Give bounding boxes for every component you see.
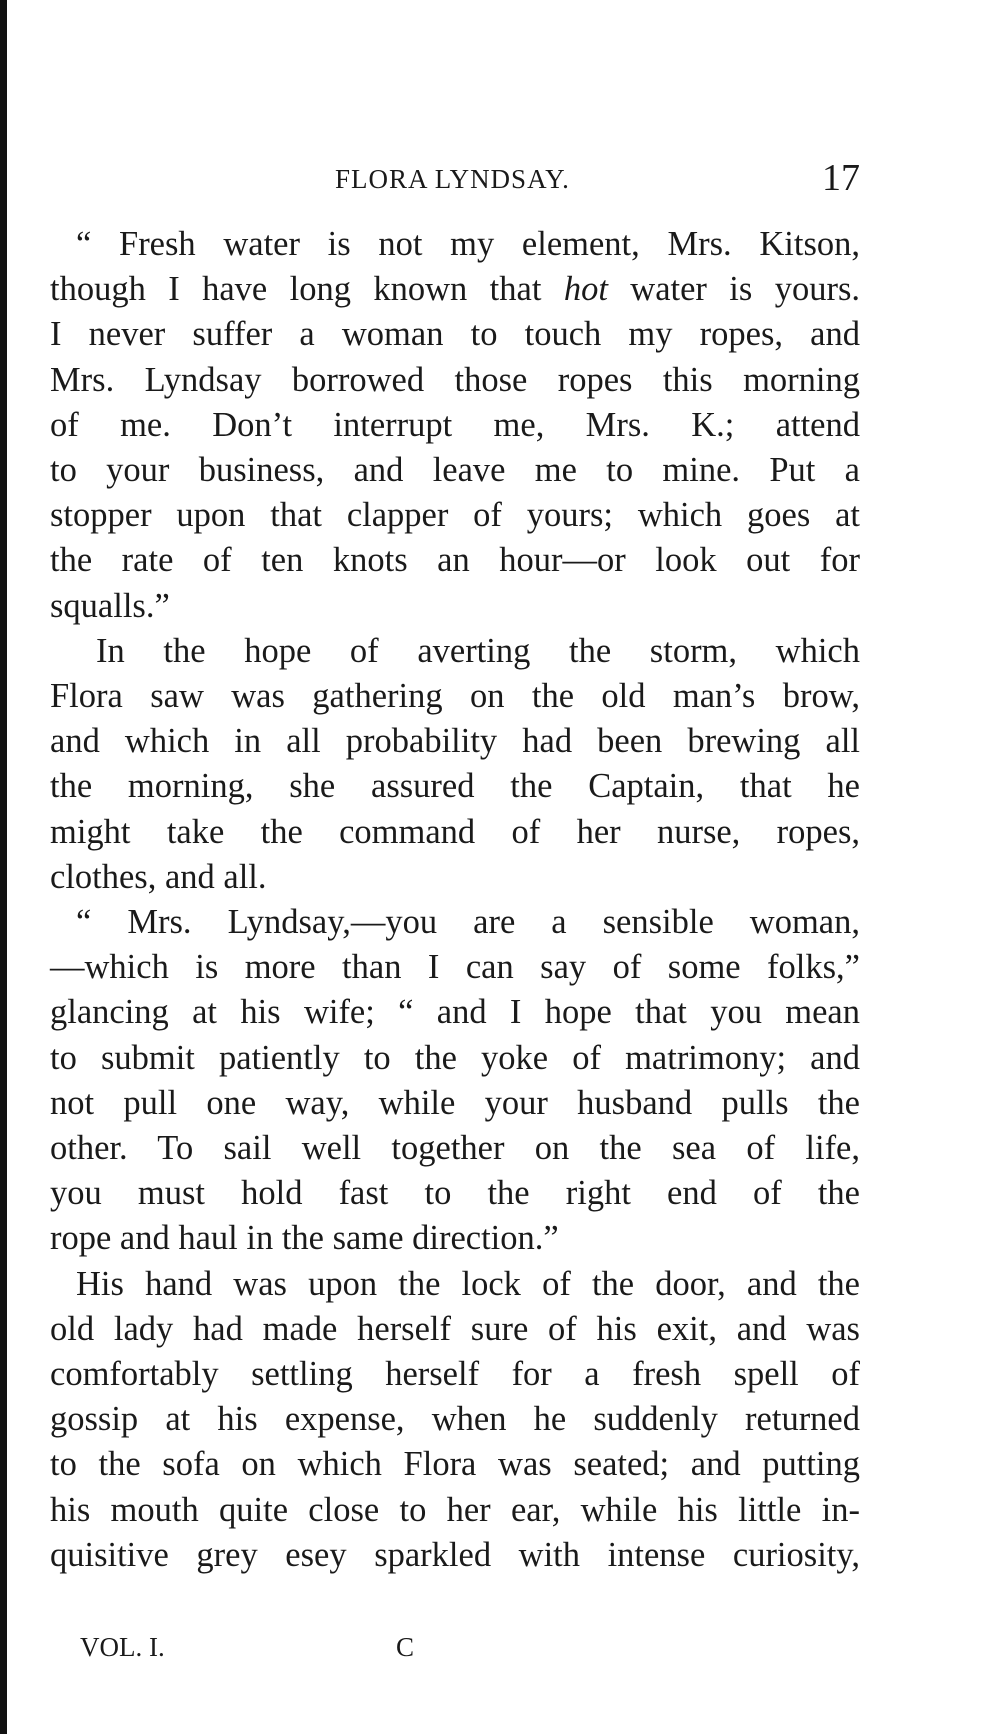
paragraph-3 xyxy=(50,900,860,1262)
text-line: his mouth quite close to her ear, while his little in- xyxy=(50,1490,860,1529)
text-line: not pull one way, while your husband pulls the xyxy=(50,1083,860,1122)
page-number: 17 xyxy=(822,157,860,199)
text-line: His hand was upon the lock of the door, and the xyxy=(76,1264,860,1303)
text-line: —which is more than I can say of some folks,” xyxy=(50,948,860,987)
page-footer xyxy=(80,1632,480,1672)
text-line: I never suffer a woman to touch my ropes, and xyxy=(50,315,860,354)
paragraph-4 xyxy=(50,1262,860,1578)
text-line: “ Mrs. Lyndsay,—you are a sensible woman, xyxy=(76,903,860,942)
text-line: might take the command of her nurse, ropes, xyxy=(50,812,860,851)
volume-label: VOL. I. xyxy=(80,1632,165,1662)
signature-mark: C xyxy=(396,1632,415,1662)
running-title: FLORA LYNDSAY. xyxy=(335,164,570,194)
text-line: and which in all probability had been brewing all xyxy=(50,722,860,761)
text-line: gossip at his expense, when he suddenly returned xyxy=(50,1400,860,1439)
text-line: to submit patiently to the yoke of matrimony; and xyxy=(50,1038,860,1077)
text-line: rope and haul in the same direction.” xyxy=(50,1219,559,1258)
text-line: comfortably settling herself for a fresh spell of xyxy=(50,1355,860,1394)
running-head xyxy=(50,157,860,210)
text-line: to your business, and leave me to mine. Put a xyxy=(50,451,860,490)
text-line: Mrs. Lyndsay borrowed those ropes this morning xyxy=(50,360,860,399)
text-line: “ Fresh water is not my element, Mrs. Kitson, xyxy=(76,225,860,263)
text-line: stopper upon that clapper of yours; which goes at xyxy=(50,496,860,535)
text-line: squalls.” xyxy=(50,586,170,625)
text-line: the rate of ten knots an hour—or look out for xyxy=(50,541,860,580)
text-line: to the sofa on which Flora was seated; and putting xyxy=(50,1445,860,1484)
text-line: of me. Don’t interrupt me, Mrs. K.; attend xyxy=(50,405,860,444)
paragraph-1 xyxy=(50,222,860,629)
text-line: the morning, she assured the Captain, that he xyxy=(50,767,860,806)
text-line: In the hope of averting the storm, which xyxy=(96,631,860,670)
text-line: quisitive grey esey sparkled with intense curiosity, xyxy=(50,1535,860,1574)
body-text xyxy=(50,222,860,1578)
book-page xyxy=(50,0,860,1734)
text-line: Flora saw was gathering on the old man’s brow, xyxy=(50,677,860,716)
text-line: you must hold fast to the right end of the xyxy=(50,1174,860,1213)
emphasis-hot: hot xyxy=(563,270,608,309)
text-line: old lady had made herself sure of his exit, and was xyxy=(50,1309,860,1348)
page-edge-shadow xyxy=(0,0,7,1734)
text-line: glancing at his wife; “ and I hope that you mean xyxy=(50,993,860,1032)
text-line: other. To sail well together on the sea of life, xyxy=(50,1129,860,1168)
text-line: though I have long known that hot water is yours. xyxy=(50,270,861,309)
paragraph-2 xyxy=(50,629,860,900)
text-line: clothes, and all. xyxy=(50,857,267,896)
